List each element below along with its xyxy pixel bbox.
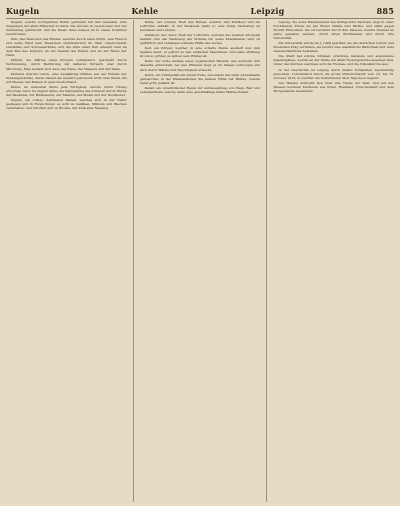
text-columns: [6, 20, 394, 502]
entry-paragraph: [6, 72, 127, 84]
column-2: [140, 20, 261, 502]
entry-paragraph: [6, 85, 127, 97]
entry-text: Kümmel (Carum Carvi), eine zweijährige Pflanze aus der Familie der Doldengewächse, deren Samen als Gewürz gebraucht wird; man findet ihn auf Wiesen und Rainen in ganz Deutschland.: [6, 71, 127, 84]
entry-text: Keller, ein unterirdischer Raum zur Aufbewahrung von Wein, Bier und Lebensmitteln, welche darin eine gleichmäßige kühle Wärme finden.: [139, 85, 261, 94]
entry-paragraph: [140, 59, 261, 71]
entry-text: Der Handel erstreckt sich über alle Theile der Welt, und auf den Messen kommen Kaufleute aus Polen, Russland, Griechenland und dem Morgenlande zusammen.: [273, 80, 395, 93]
entry-paragraph: [140, 73, 261, 85]
running-head-center: Kehle: [131, 6, 159, 16]
entry-paragraph: [273, 20, 394, 40]
entry-paragraph: [6, 20, 127, 36]
entry-text: Kehlkopf, der obere Theil der Luftröhre, welcher aus mehren Knorpeln besteht und das Werkzeug der Stimme ist; seine Krankheiten sind oft gefährlich und verlangen schnelle Hülfe des Arztes.: [139, 33, 261, 46]
entry-paragraph: [273, 41, 394, 53]
entry-paragraph: [6, 37, 127, 57]
entry-text: Keil, ein Körper, welcher in eine scharfe Kante ausläuft und zum Spalten dient; er gehört zu den einfachen Maschinen, und seine Wirkung ist um so größer, je spitzer sein Winkel ist.: [139, 46, 261, 59]
entry-paragraph: [140, 86, 261, 94]
entry-paragraph: [140, 46, 261, 58]
entry-paragraph: [273, 68, 394, 80]
entry-paragraph: [140, 20, 261, 32]
entry-text: Die Universität wurde im J. 1409 gestiftet, als die deutschen Lehrer und Studenten Prag verließen; sie besitzt eine ansehnliche Bibliothek und viele wissenschaftliche Anstalten.: [273, 41, 395, 54]
entry-paragraph: [273, 81, 394, 93]
running-head-left: Kugeln: [6, 6, 40, 16]
entry-text: Kelch, ein Trinkgefäß mit einem Fuße, besonders das beim Abendmahle gebrauchte; in der Pflanzenkunde die äußere Hülle der Blüthe, welche meist grün gefärbt ist.: [139, 72, 261, 85]
entry-paragraph: [6, 98, 127, 110]
entry-text: Kunst, im weitesten Sinne jede Fertigkeit, welche durch Übung erworben wird; im engern Sinne die Darstellung des Schönen durch Werke der Baukunst, der Bildhauerei, der Malerei, der Musik und der Dichtkunst.: [6, 84, 127, 97]
entry-paragraph: [6, 58, 127, 70]
column-1: [6, 20, 127, 502]
column-divider: [266, 20, 267, 502]
entry-text: Leipzig, die erste Handelsstadt des Königreichs Sachsen, liegt in einer fruchtbaren Ebene an der Elster, Pleiße und Parthe, und zählt gegen 50,000 Einwohner. Sie ist berühmt durch ihre Messen, welche dreimal im Jahre gehalten werden, durch ihren Buchhandel und durch ihre Universität.: [273, 20, 395, 41]
running-head-right: Leipzig: [250, 6, 285, 16]
entry-paragraph: [140, 33, 261, 45]
page-number: 885: [376, 6, 394, 16]
entry-paragraph: [273, 54, 394, 66]
entry-text: Keim, der erste Anfang eines organischen Wesens, aus welchem sich dasselbe entwickelt; bei den Pflanzen liegt er im Samen verborgen und wird durch Wärme und Feuchtigkeit erweckt.: [139, 59, 261, 72]
entry-text: Die Stadt hat schöne Straßen, prächtige Gebäude und angenehme Spaziergänge, welche an der Stelle der alten Festungswerke angelegt sind. Unter den Kirchen zeichnen sich die Thomas- und die Nikolaikirche aus.: [273, 54, 395, 67]
column-divider: [133, 20, 134, 502]
entry-text: Kupfer, ein rothes, dehnbares Metall, welches sich in der Natur gediegen und in Erzen findet; es wird zu Gefäßen, Münzen und Blechen verarbeitet, und mit Zinn gibt es Bronze, mit Zink aber Messing.: [6, 97, 127, 110]
entry-text: Kehle, der vordere Theil des Halses, welcher den Kehlkopf und die Luftröhre enthält; in der Baukunst heißt so eine hohle Vertiefung an Gesimsen und Leisten.: [139, 20, 261, 33]
running-head: [6, 4, 394, 19]
entry-text: Kühlen, die Wärme eines Körpers vermindern, geschieht durch Verdunstung, durch Berührung mit kälteren Körpern oder durch Mischung. Man bedient sich dazu des Eises, des Wassers und der Salze.: [6, 58, 127, 71]
entry-text: In der Geschichte ist Leipzig durch mehre Schlachten merkwürdig geworden, vornehmlich durch die große Völkerschlacht vom 16. bis 19. October 1813, in welcher die Verbündeten über Napoleon siegten.: [273, 67, 395, 80]
column-3: [273, 20, 394, 502]
entry-text: Kuh, das Weibchen des Rindes, welches durch seine Milch, sein Fleisch und seine Haut dem Menschen unentbehrlich ist. Man unterscheidet Landkühe und Schweizerkühe, und die Güte einer Kuh erkennt man an dem Bau des Körpers, an der Gestalt des Euters und an der Farbe der Haut.: [6, 37, 127, 58]
entry-text: Kugeln, welche vorzüglichen Ruhm gefunden mit den Gelenken, sind diejenigen der alten Ritterzeit zu Paris. Sie wurden zu Geschossen und zur Verzierung gebraucht, und die Weise ihres Gusses ist in vielen Schriften beschrieben.: [6, 20, 127, 37]
